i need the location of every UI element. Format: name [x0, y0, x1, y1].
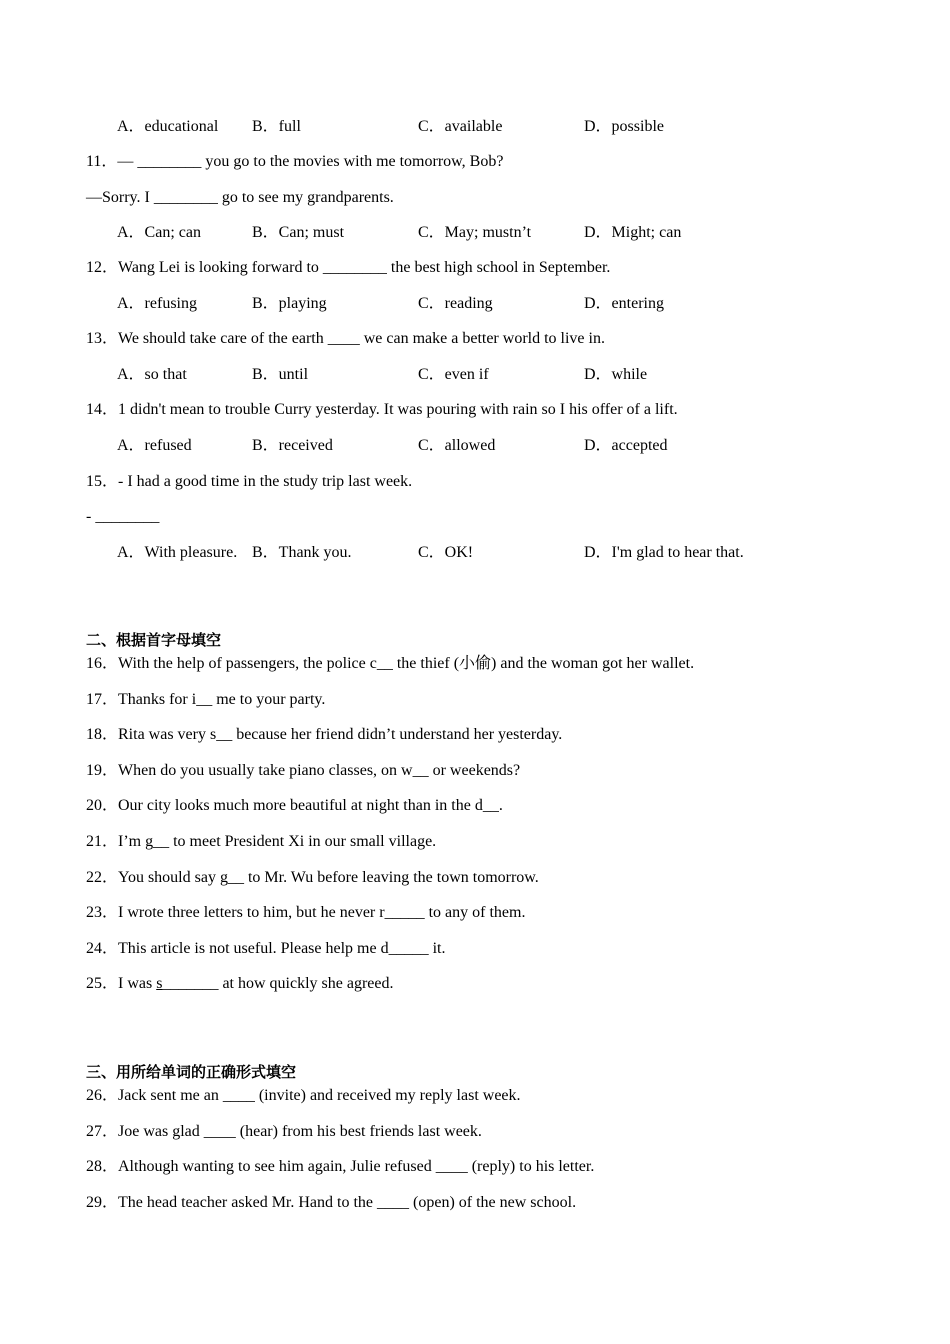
q15-option-d: D．I'm glad to hear that. [584, 544, 744, 561]
q11-option-a: A．Can; can [117, 224, 201, 241]
q13-options [0, 365, 950, 385]
section2-item: 24．This article is not useful. Please help me d_____ it. [86, 940, 446, 957]
q15-option-a: A．With pleasure. [117, 544, 238, 561]
q15-stem-line2: - ________ [86, 508, 160, 525]
q15-stem-line1: 15．- I had a good time in the study trip last week. [86, 473, 413, 490]
q14-option-c: C．allowed [418, 437, 496, 454]
q14-option-b: B．received [252, 437, 333, 454]
q13-stem: 13．We should take care of the earth ____ we can make a better world to live in. [86, 330, 605, 347]
section3-item: 28．Although wanting to see him again, Julie refused ____ (reply) to his letter. [86, 1158, 595, 1175]
q11-option-b: B．Can; must [252, 224, 345, 241]
section3-item: 29．The head teacher asked Mr. Hand to the ____ (open) of the new school. [86, 1194, 577, 1211]
q10-options [0, 117, 950, 137]
q13-option-b: B．until [252, 366, 309, 383]
q14-option-a: A．refused [117, 437, 192, 454]
section2-item: 16．With the help of passengers, the police c__ the thief (小偷) and the woman got her wallet. [86, 655, 695, 672]
q10-option-c: C．available [418, 118, 503, 135]
q12-option-c: C．reading [418, 295, 493, 312]
q14-stem: 14．1 didn't mean to trouble Curry yesterday. It was pouring with rain so I his offer of a lift. [86, 401, 678, 418]
q12-option-a: A．refusing [117, 295, 197, 312]
q12-options [0, 294, 950, 314]
section2-item: 22．You should say g__ to Mr. Wu before leaving the town tomorrow. [86, 869, 539, 886]
q11-options [0, 223, 950, 243]
q10-option-b: B．full [252, 118, 301, 135]
section2-item: 23．I wrote three letters to him, but he never r_____ to any of them. [86, 904, 526, 921]
section2-item: 19．When do you usually take piano classes, on w__ or weekends? [86, 762, 521, 779]
q25-prefix: 25．I was [86, 975, 157, 992]
q12-option-b: B．playing [252, 295, 327, 312]
section2-item: 18．Rita was very s__ because her friend didn’t understand her yesterday. [86, 726, 563, 743]
q25-suffix: _______ at how quickly she agreed. [162, 975, 394, 992]
q12-stem: 12．Wang Lei is looking forward to ________ the best high school in September. [86, 259, 611, 276]
q25-letter: s [156, 975, 163, 992]
section2-item-25 [86, 974, 394, 994]
q11-stem-line1: 11．— ________ you go to the movies with me tomorrow, Bob? [86, 153, 504, 170]
q13-option-c: C．even if [418, 366, 489, 383]
section3-item: 27．Joe was glad ____ (hear) from his best friends last week. [86, 1123, 482, 1140]
section2-item: 21．I’m g__ to meet President Xi in our small village. [86, 833, 437, 850]
section2-item: 20．Our city looks much more beautiful at night than in the d__. [86, 797, 503, 814]
q15-option-b: B．Thank you. [252, 544, 352, 561]
q15-options [0, 543, 950, 563]
q14-option-d: D．accepted [584, 437, 668, 454]
section2-item: 17．Thanks for i__ me to your party. [86, 691, 326, 708]
section2-title: 二、根据首字母填空 [86, 631, 222, 649]
q11-option-d: D．Might; can [584, 224, 682, 241]
q13-option-d: D．while [584, 366, 648, 383]
q10-option-a: A．educational [117, 118, 219, 135]
q15-option-c: C．OK! [418, 544, 474, 561]
q11-stem-line2: —Sorry. I ________ go to see my grandparents. [86, 189, 394, 206]
q14-options [0, 436, 950, 456]
q12-option-d: D．entering [584, 295, 664, 312]
section3-title: 三、用所给单词的正确形式填空 [86, 1063, 297, 1081]
q10-option-d: D．possible [584, 118, 665, 135]
section3-item: 26．Jack sent me an ____ (invite) and received my reply last week. [86, 1087, 521, 1104]
q13-option-a: A．so that [117, 366, 187, 383]
q11-option-c: C．May; mustn’t [418, 224, 532, 241]
